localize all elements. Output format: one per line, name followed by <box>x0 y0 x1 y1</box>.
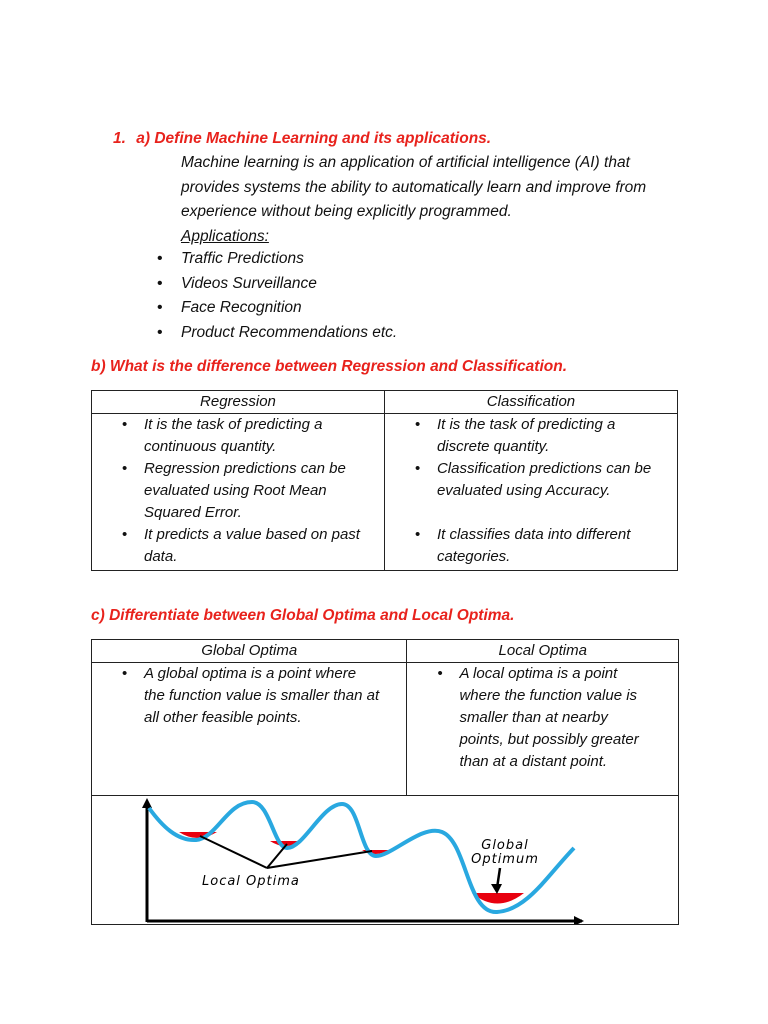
cell-line: A global optima is a point where <box>144 665 357 682</box>
definition-line: Machine learning is an application of artificial intelligence (AI) that <box>181 154 630 171</box>
cell-line: Classification predictions can be <box>436 460 652 477</box>
bullet-icon: • <box>122 416 128 433</box>
cell-line: It predicts a value based on past <box>144 526 360 543</box>
global-optima-cell <box>92 663 407 796</box>
applications-label: Applications: <box>181 227 269 245</box>
q1b-title: b) What is the difference between Regression and Classification. <box>91 358 568 375</box>
list-item <box>385 524 677 568</box>
table-header: Local Optima <box>407 640 679 663</box>
local-optima-label: Local Optima <box>202 874 300 889</box>
pointer-line <box>200 836 267 868</box>
regression-cell <box>92 414 385 571</box>
table-header: Regression <box>92 391 385 414</box>
cell-line: It is the task of predicting a <box>436 416 616 433</box>
cell-line: categories. <box>436 548 511 565</box>
list-item <box>92 458 384 524</box>
definition-line: experience without being explicitly programmed. <box>181 203 512 220</box>
bullet-icon: • <box>157 274 163 292</box>
pointer-line <box>267 851 372 868</box>
bullet-icon: • <box>122 665 128 682</box>
cell-line: where the function value is <box>459 687 638 704</box>
application-text: Face Recognition <box>181 299 302 316</box>
local-optima-cell <box>407 663 679 796</box>
regression-classification-table <box>91 390 678 571</box>
bullet-icon: • <box>157 299 163 316</box>
global-optimum-label: Global <box>481 838 529 853</box>
cell-line: data. <box>144 548 178 565</box>
q1c-title: c) Differentiate between Global Optima and Local Optima. <box>91 607 515 624</box>
bullet-icon: • <box>157 323 163 341</box>
cell-line: continuous quantity. <box>144 438 277 455</box>
classification-cell <box>384 414 677 571</box>
cell-line: discrete quantity. <box>436 438 550 455</box>
list-item <box>385 458 677 502</box>
list-item <box>92 414 384 458</box>
arrowhead-icon <box>491 884 502 894</box>
cell-line: smaller than at nearby <box>459 709 608 726</box>
global-optimum-label: Optimum <box>471 852 539 867</box>
ml-definition <box>181 151 646 249</box>
cell-line: than at a distant point. <box>459 753 608 770</box>
cell-line: It classifies data into different <box>436 526 631 543</box>
bullet-icon: • <box>414 416 421 433</box>
list-item <box>407 663 678 773</box>
list-item <box>92 663 406 729</box>
x-axis-arrow-icon <box>574 916 584 924</box>
list-item <box>92 524 384 568</box>
application-text: Product Recommendations etc. <box>181 323 398 341</box>
cell-line: evaluated using Accuracy. <box>436 482 611 499</box>
definition-line: provides systems the ability to automatically learn and improve from <box>181 178 647 196</box>
bullet-icon: • <box>122 460 128 477</box>
optima-figure-cell <box>92 796 679 925</box>
cell-line: all other feasible points. <box>144 709 302 726</box>
cell-line: the function value is smaller than at <box>144 687 380 704</box>
bullet-icon: • <box>157 250 163 267</box>
q1a-title: a) Define Machine Learning and its applications. <box>136 130 492 147</box>
cell-line: Squared Error. <box>144 504 242 521</box>
q1-number: 1. <box>113 130 126 147</box>
table-header: Classification <box>384 391 677 414</box>
cell-line: Regression predictions can be <box>144 460 346 477</box>
list-item <box>385 414 677 458</box>
bullet-icon: • <box>122 526 128 543</box>
bullet-icon: • <box>414 526 421 543</box>
table-header: Global Optima <box>92 640 407 663</box>
q1-heading <box>113 128 491 150</box>
optima-figure <box>92 796 678 924</box>
cell-line: A local optima is a point <box>459 665 618 682</box>
bullet-icon: • <box>414 460 421 477</box>
bullet-icon: • <box>437 665 443 682</box>
cell-line: evaluated using Root Mean <box>144 482 327 499</box>
y-axis-arrow-icon <box>142 798 152 808</box>
application-text: Videos Surveillance <box>181 274 317 292</box>
cell-line: points, but possibly greater <box>459 731 639 748</box>
application-text: Traffic Predictions <box>181 250 304 267</box>
global-local-optima-table <box>91 639 679 925</box>
cell-line: It is the task of predicting a <box>144 416 323 433</box>
